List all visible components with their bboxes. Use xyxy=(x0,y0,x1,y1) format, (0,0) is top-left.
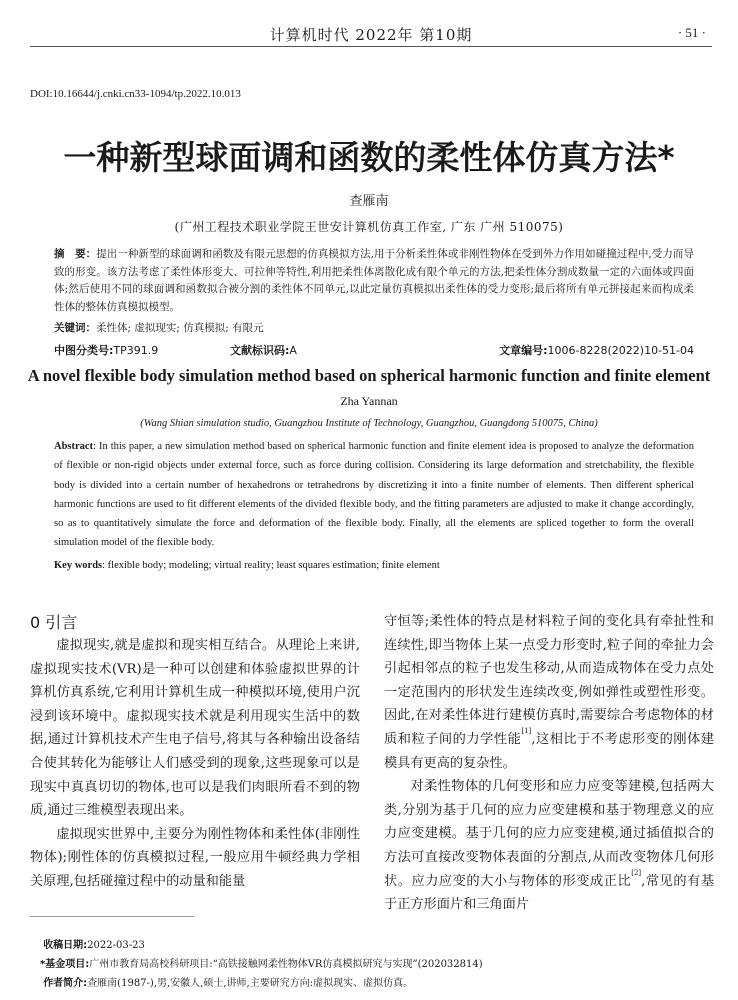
journal-title: 计算机时代 2022年 第10期 xyxy=(269,26,473,44)
received-value: 2022-03-23 xyxy=(87,940,145,951)
footnote-author-bio xyxy=(40,974,483,993)
document-code-value: A xyxy=(289,344,297,357)
clc-value: TP391.9 xyxy=(113,344,159,357)
body-column-right xyxy=(384,610,714,917)
abstract-chinese-text: 提出一种新型的球面调和函数及有限元思想的仿真模拟方法,用于分析柔性体或非刚性物体在受到外力作用如碰撞过程中,受力而导致的形变。该方法考虑了柔性体形变大、可拉伸等特性,利用把柔性体离散化成有限个单元的方法,把柔性体分割成数量一定的六面体或四面体;然后使用不同的球面调和函数拟合被分割的柔性体不同单元,以此定量仿真模拟出柔性体的受力变形;最后将所有单元拼接起来而构成柔性体的整体仿真模拟模型。 xyxy=(54,248,694,313)
body-column-left xyxy=(30,634,360,894)
title-chinese: 一种新型球面调和函数的柔性体仿真方法* xyxy=(63,138,675,177)
keywords-english xyxy=(54,560,440,571)
affiliation-chinese: (广州工程技术职业学院王世安计算机仿真工作室, 广东 广州 510075) xyxy=(174,220,564,234)
keywords-english-text: : flexible body; modeling; virtual reality; least squares estimation; finite element xyxy=(102,560,440,571)
received-label: 收稿日期: xyxy=(43,940,88,951)
clc-number xyxy=(54,342,158,358)
section-heading-introduction: 0 引言 xyxy=(30,613,78,632)
abstract-english xyxy=(54,437,694,553)
keywords-english-label: Key words xyxy=(54,560,103,571)
body-text: ,这相比于不考虑形变的刚体建模具有更高的复杂性。 xyxy=(384,731,714,771)
keywords-chinese-text: 柔性体; 虚拟现实; 仿真模拟; 有限元 xyxy=(96,322,264,334)
citation-ref[interactable]: [1] xyxy=(521,726,532,735)
abstract-chinese-label: 摘 要： xyxy=(54,248,97,260)
running-header xyxy=(30,22,712,47)
citation-ref[interactable]: [2] xyxy=(631,868,642,877)
abstract-english-text: : In this paper, a new simulation method based on spherical harmonic function and finite element idea is proposed to analyze the deformation of flexible or non-rigid objects under external force, such as force during collision. Considering its large deformation and stretchability, the flexible body is divided into a certain number of hexahedrons or tetrahedrons by discretizing it into a finite number of elements. Then different spherical harmonic functions are used to fit different elements of the divided flexible body, and the fitting parameters are adjusted to make it change accordingly, so as to quantitatively simulate the force and deformation of the flexible body. Finally, all the elements are spliced together to form the overall simulation model of the flexible body. xyxy=(54,441,694,549)
fund-label: *基金项目: xyxy=(40,959,90,970)
body-paragraph: 虚拟现实世界中,主要分为刚性物体和柔性体(非刚性物体);刚性体的仿真模拟过程,一般应用牛顿经典力学相关原理,包括碰撞过程中的动量和能量 xyxy=(30,826,360,889)
body-paragraph xyxy=(384,775,714,917)
bio-label: 作者简介: xyxy=(43,978,88,989)
body-paragraph: 虚拟现实,就是虚拟和现实相互结合。从理论上来讲,虚拟现实技术(VR)是一种可以创建和体验虚拟世界的计算机仿真系统,它利用计算机生成一种模拟环境,使用户沉浸到该环境中。虚拟现实技术就是利用现实生活中的数据,通过计算机技术产生电子信号,将其与各种输出设备结合使其转化为能够让人们感受到的现象,这些现象可以是现实中真真切切的物体,也可以是我们肉眼所看不到的物质,通过三维模型表现出来。 xyxy=(30,638,360,819)
clc-label: 中图分类号: xyxy=(54,344,114,357)
fund-value: 广州市教育局高校科研项目:“高铁接触网柔性物体VR仿真模拟研究与实现”(202032814) xyxy=(89,959,483,970)
bio-value: 查雁南(1987-),男,安徽人,硕士,讲师,主要研究方向:虚拟现实、虚拟仿真。 xyxy=(87,978,414,989)
footnote-received xyxy=(40,936,483,955)
document-code xyxy=(230,342,297,358)
title-english: A novel flexible body simulation method based on spherical harmonic function and finite element xyxy=(27,366,711,385)
article-number xyxy=(499,342,694,358)
page-number: · 51 · xyxy=(677,25,706,40)
document-code-label: 文献标识码: xyxy=(230,344,290,357)
keywords-chinese-label: 关键词： xyxy=(54,322,96,334)
doi: DOI:10.16644/j.cnki.cn33-1094/tp.2022.10.013 xyxy=(30,88,241,100)
author-english: Zha Yannan xyxy=(340,394,398,408)
keywords-chinese xyxy=(54,320,264,335)
body-text: 守恒等;柔性体的特点是材料粒子间的变化具有牵扯性和连续性,即当物体上某一点受力形变时,粒子间的牵扯力会引起相邻点的粒子也发生移动,从而造成物体在受力点处一定范围内的形状发生连续改变,例如弹性或塑性形变。因此,在对柔性体进行建模仿真时,需要综合考虑物体的材质和粒子间的力学性能 xyxy=(384,614,714,747)
footnote-divider xyxy=(30,916,194,917)
footnotes xyxy=(40,936,483,993)
body-paragraph xyxy=(384,610,714,775)
article-number-label: 文章编号: xyxy=(499,344,548,357)
footnote-fund xyxy=(40,955,483,974)
article-number-value: 1006-8228(2022)10-51-04 xyxy=(547,344,694,357)
abstract-english-label: Abstract xyxy=(54,441,94,452)
body-text: ,常见的有基于正方形面片和三角面片 xyxy=(384,873,715,913)
body-text: 对柔性物体的几何变形和应力应变等建模,包括两大类,分别为基于几何的应力应变建模和基于物理意义的应力应变建模。基于几何的应力应变建模,通过插值拟合的方法可直接改变物体表面的分割点,从而改变物体几何形状。应力应变的大小与物体的形变成正比 xyxy=(384,779,714,889)
affiliation-english: (Wang Shian simulation studio, Guangzhou Institute of Technology, Guangzhou, Guangdong 510075, China) xyxy=(140,418,598,429)
abstract-chinese xyxy=(54,246,694,316)
author-chinese: 查雁南 xyxy=(349,194,389,209)
